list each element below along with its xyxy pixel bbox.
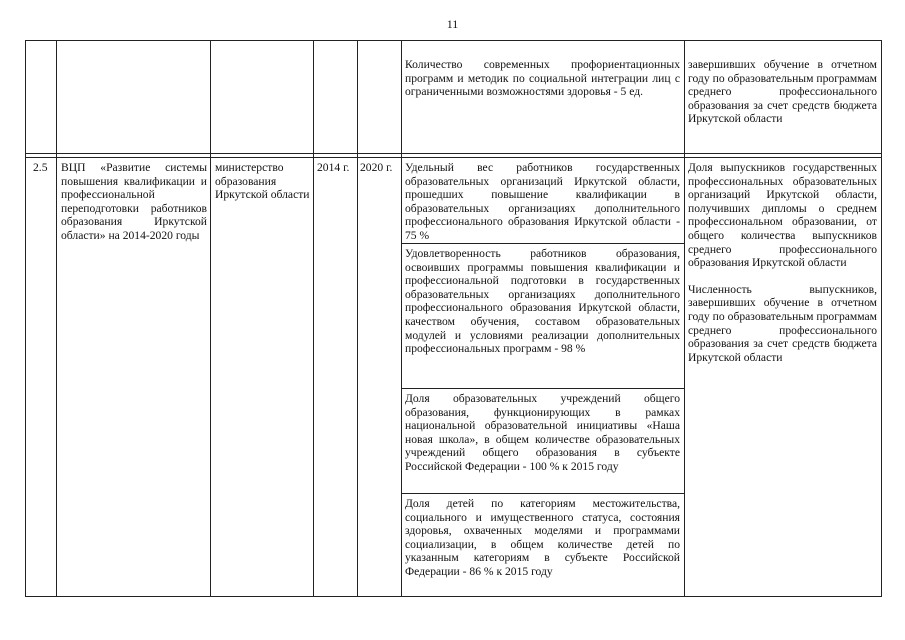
- indicator-divider: [401, 493, 684, 494]
- indicator-cell: Доля детей по категориям местожительства, социального и имущественного статуса, состояния здоровья, охваченных моделями и программами социализации, в общем количестве детей по указанным категориям в субъекте Российской Федерации - 86 % к 2015 году: [405, 497, 680, 578]
- result-paragraph: Доля выпускников государственных профессиональных образовательных организаций Иркутской области, получивших дипломы о среднем профессиональном образовании, от общего количества выпускников среднего профессионального образования Иркутской области: [688, 161, 877, 270]
- program-name: ВЦП «Развитие системы повышения квалификации и профессиональной переподготовки работников образования Иркутской области» на 2014-2020 годы: [61, 161, 207, 242]
- indicator-cell: Количество современных профориентационных программ и методик по социальной интеграции лиц с ограниченными возможностями здоровья - 5 ед.: [405, 58, 680, 99]
- result-cell: завершивших обучение в отчетном году по образовательным программам среднего профессионального образования за счет средств бюджета Иркутской области: [688, 58, 877, 126]
- indicator-divider: [401, 388, 684, 389]
- indicator-cell: Доля образовательных учреждений общего образования, функционирующих в рамках национальной образовательной инициативы «Наша новая школа», в общем количестве образовательных учреждений общего образования в субъекте Российской Федерации - 100 % к 2015 году: [405, 392, 680, 473]
- executor: министерство образования Иркутской области: [215, 161, 310, 202]
- page-number: 11: [446, 17, 459, 31]
- indicator-divider: [401, 243, 684, 244]
- row-number: 2.5: [33, 161, 48, 174]
- column-divider: [401, 41, 402, 596]
- start-year: 2014 г.: [317, 161, 350, 174]
- result-paragraph: Численность выпускников, завершивших обучение в отчетном году по образовательным программам среднего профессионального образования за счет средств бюджета Иркутской области: [688, 282, 877, 364]
- column-divider: [684, 41, 685, 596]
- column-divider: [56, 41, 57, 596]
- row-divider: [26, 157, 881, 158]
- row-divider: [26, 153, 881, 154]
- column-divider: [357, 41, 358, 596]
- indicator-cell: Удельный вес работников государственных образовательных организаций Иркутской области, прошедших повышение квалификации в образовательных организациях дополнительного профессионального образования Иркутской области - 75 %: [405, 161, 680, 242]
- end-year: 2020 г.: [360, 161, 393, 174]
- result-cell: [688, 161, 877, 364]
- program-table: [25, 40, 882, 597]
- column-divider: [313, 41, 314, 596]
- column-divider: [210, 41, 211, 596]
- indicator-cell: Удовлетворенность работников образования, освоивших программы повышения квалификации и профессиональной подготовки в государственных образовательных организациях дополнительного профессионального образования Иркутской области, качеством обучения, составом образовательных модулей и условиями реализации дополнительных профессиональных программ - 98 %: [405, 247, 680, 356]
